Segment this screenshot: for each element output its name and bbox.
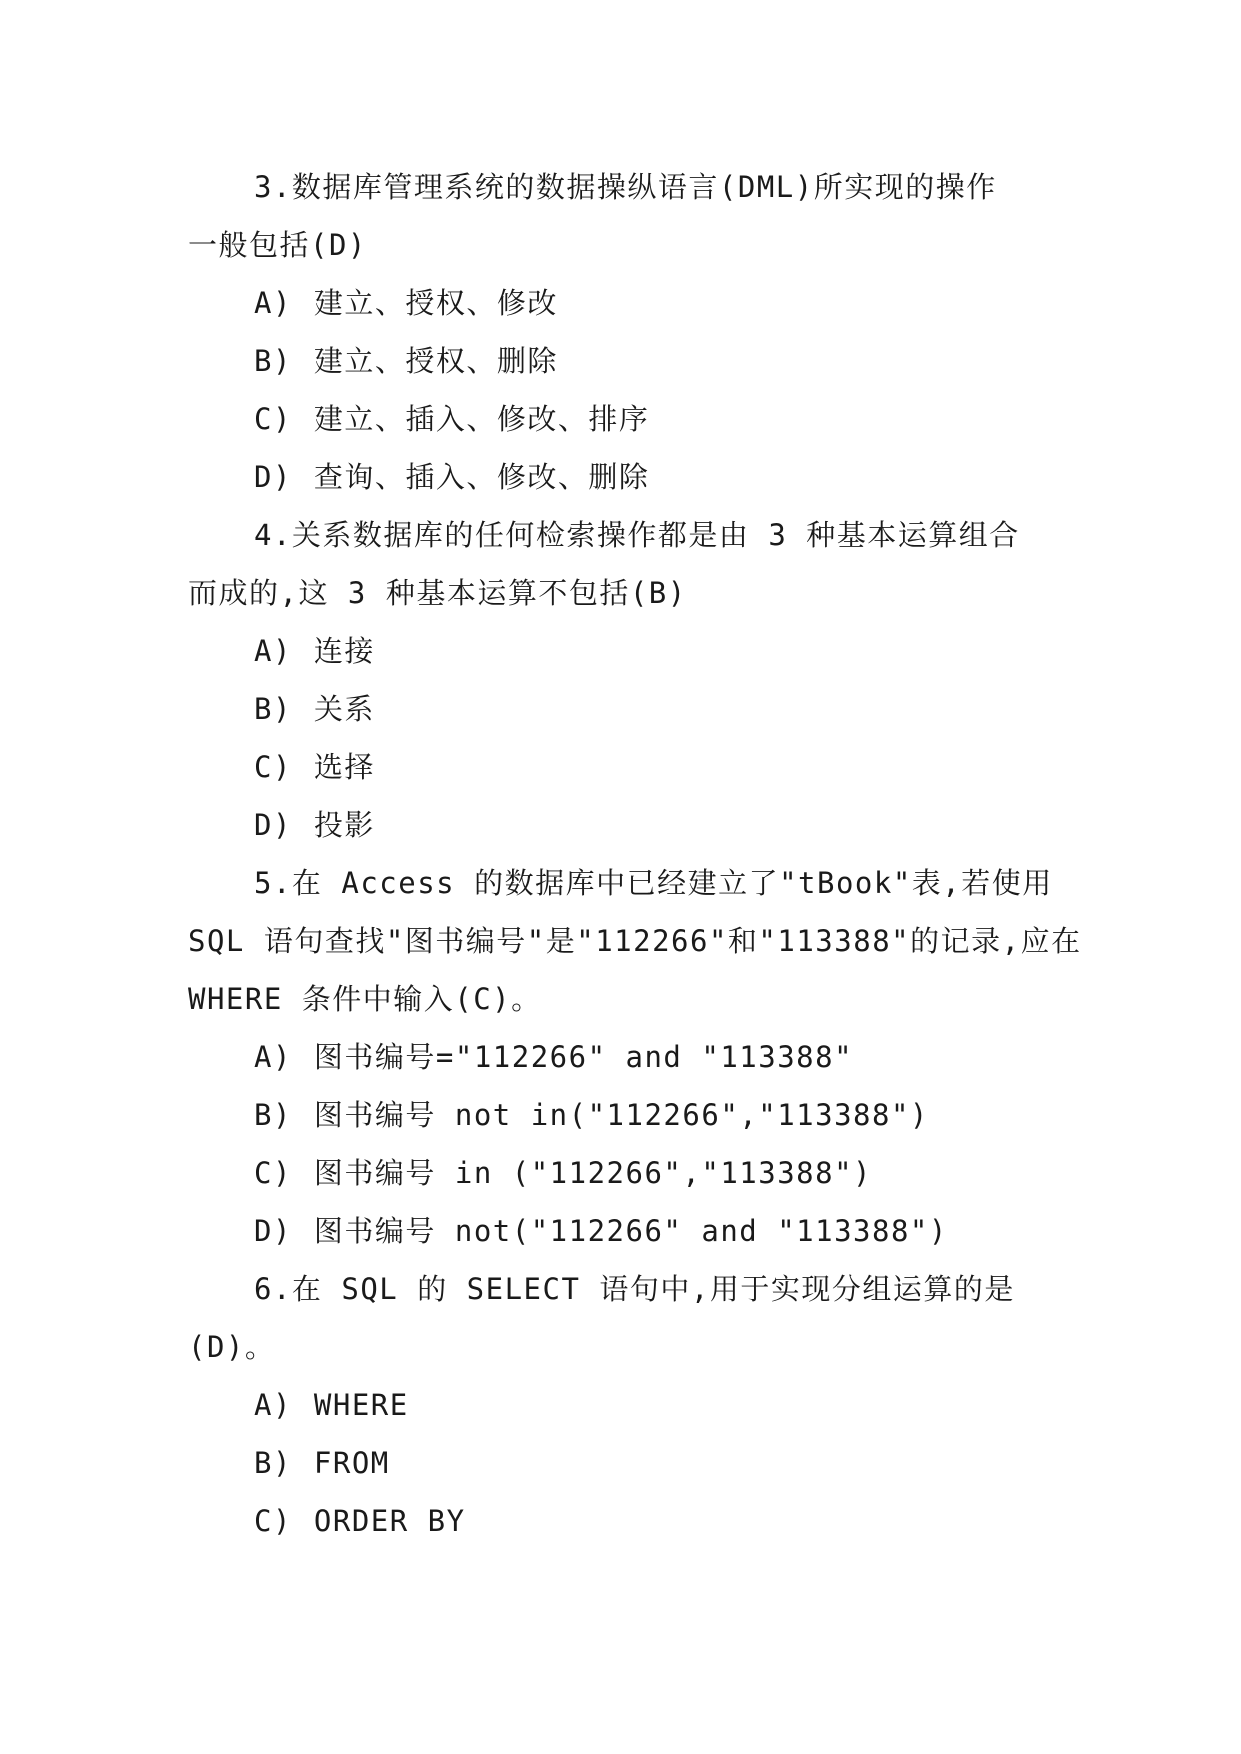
question-text-line: 一般包括(D) xyxy=(188,228,367,262)
question-text-line: SQL 语句查找"图书编号"是"112266"和"113388"的记录,应在 xyxy=(188,924,1082,958)
option-text: 建立、授权、修改 xyxy=(313,286,558,320)
question-6 xyxy=(188,1260,1054,1550)
answer-option xyxy=(188,390,1054,448)
option-text: 建立、授权、删除 xyxy=(313,344,558,378)
question-text-line: 6.在 SQL 的 SELECT 语句中,用于实现分组运算的是 xyxy=(254,1272,1015,1306)
option-letter: A) xyxy=(254,1388,292,1422)
answer-option xyxy=(188,448,1054,506)
option-letter: C) xyxy=(254,1156,292,1190)
question-text-line: 而成的,这 3 种基本运算不包括(B) xyxy=(188,576,687,610)
question-text-line: (D)。 xyxy=(188,1330,276,1364)
option-text: 连接 xyxy=(313,634,375,668)
answer-option xyxy=(188,1492,1054,1550)
option-text: 图书编号 in ("112266","113388") xyxy=(313,1156,872,1190)
question-text-line: 5.在 Access 的数据库中已经建立了"tBook"表,若使用 xyxy=(254,866,1053,900)
option-letter: D) xyxy=(254,808,292,842)
option-text: FROM xyxy=(313,1446,390,1480)
option-letter: D) xyxy=(254,1214,292,1248)
option-text: 图书编号 not("112266" and "113388") xyxy=(313,1214,948,1248)
answer-option xyxy=(188,1144,1054,1202)
answer-option xyxy=(188,796,1054,854)
option-text: 关系 xyxy=(313,692,375,726)
question-5 xyxy=(188,854,1082,1260)
option-text: 图书编号="112266" and "113388" xyxy=(313,1040,854,1074)
answer-option xyxy=(188,1028,1054,1086)
answer-option xyxy=(188,1202,1054,1260)
answer-option xyxy=(188,274,1054,332)
option-letter: B) xyxy=(254,1098,292,1132)
question-3 xyxy=(188,158,1054,506)
option-text: 图书编号 not in("112266","113388") xyxy=(313,1098,929,1132)
answer-option xyxy=(188,1086,1054,1144)
option-letter: C) xyxy=(254,402,292,436)
page-content xyxy=(188,158,1082,1550)
answer-option xyxy=(188,738,1054,796)
option-text: 查询、插入、修改、删除 xyxy=(313,460,650,494)
answer-option xyxy=(188,1434,1054,1492)
option-letter: A) xyxy=(254,1040,292,1074)
answer-option xyxy=(188,332,1054,390)
option-letter: B) xyxy=(254,692,292,726)
option-letter: A) xyxy=(254,634,292,668)
answer-option xyxy=(188,1376,1054,1434)
option-letter: C) xyxy=(254,1504,292,1538)
answer-option xyxy=(188,622,1054,680)
option-letter: C) xyxy=(254,750,292,784)
option-text: 选择 xyxy=(313,750,375,784)
option-letter: B) xyxy=(254,344,292,378)
question-text-line: WHERE 条件中输入(C)。 xyxy=(188,982,542,1016)
option-letter: A) xyxy=(254,286,292,320)
option-letter: D) xyxy=(254,460,292,494)
question-text-line: 3.数据库管理系统的数据操纵语言(DML)所实现的操作 xyxy=(254,170,997,204)
option-text: ORDER BY xyxy=(313,1504,466,1538)
option-letter: B) xyxy=(254,1446,292,1480)
option-text: 投影 xyxy=(313,808,375,842)
option-text: WHERE xyxy=(313,1388,409,1422)
question-4 xyxy=(188,506,1054,854)
answer-option xyxy=(188,680,1054,738)
question-text-line: 4.关系数据库的任何检索操作都是由 3 种基本运算组合 xyxy=(254,518,1020,552)
option-text: 建立、插入、修改、排序 xyxy=(313,402,650,436)
